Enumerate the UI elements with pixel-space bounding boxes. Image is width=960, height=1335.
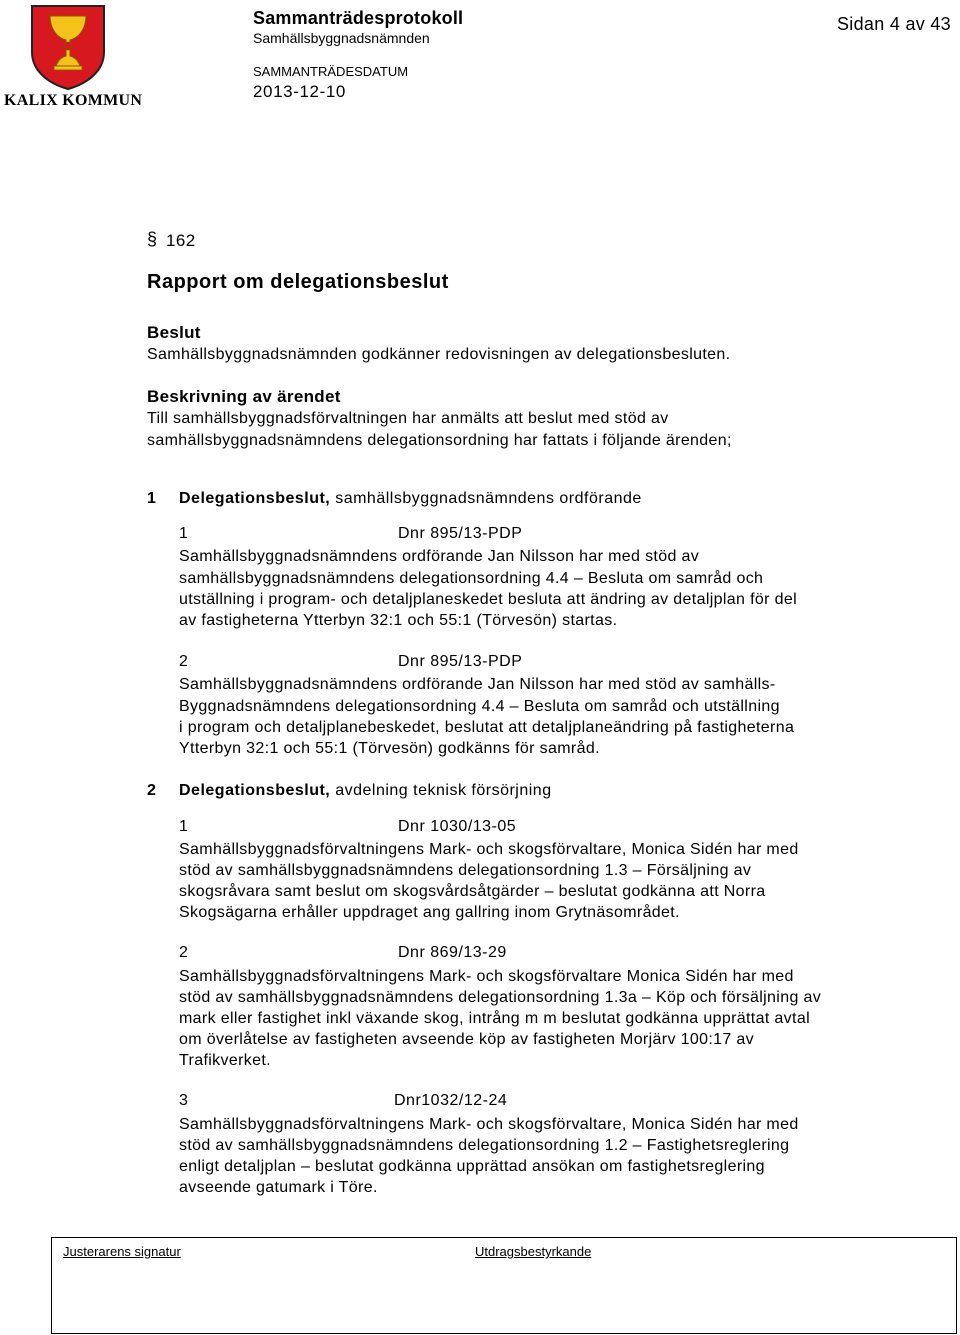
group-title: Delegationsbeslut, (179, 490, 331, 507)
beskrivning-line: Till samhällsbyggnadsförvaltningen har anmälts att beslut med stöd av (147, 410, 669, 427)
item-line: om överlåtelse av fastigheten avseende köp av fastigheten Morjärv 100:17 av (179, 1031, 755, 1048)
page-number: Sidan 4 av 43 (837, 14, 951, 34)
section-mark: § (147, 229, 158, 249)
group-heading (147, 490, 642, 508)
page-title: Rapport om delegationsbeslut (147, 271, 449, 293)
paragraph-number: 162 (166, 231, 196, 250)
item-line: skogsråvara samt beslut om skogsvårdsåtgärder – beslutat godkänna att Norra (179, 883, 766, 900)
dnr-label: Dnr 895/13-PDP (398, 653, 523, 670)
item-line: Samhällsbyggnadsförvaltningens Mark- och skogsförvaltare, Monica Sidén har med (179, 1116, 799, 1133)
date-label: SAMMANTRÄDESDATUM (253, 64, 409, 79)
group-title: Delegationsbeslut, (179, 782, 331, 799)
group-subtitle: avdelning teknisk försörjning (335, 782, 552, 799)
municipality-logo (30, 4, 106, 90)
item-line: avseende gatumark i Töre. (179, 1179, 378, 1196)
item-line: mark eller fastighet inkl växande skog, intrång m m beslutat godkänna upprättat avtal (179, 1010, 810, 1027)
dnr-label: Dnr 1030/13-05 (398, 818, 517, 835)
meeting-date: 2013-12-10 (253, 82, 346, 101)
item-line: av fastigheterna Ytterbyn 32:1 och 55:1 (Törvesön) startas. (179, 612, 618, 629)
item-line: Samhällsbyggnadsnämndens ordförande Jan Nilsson har med stöd av (179, 548, 700, 565)
item-line: samhällsbyggnadsnämndens delegationsordning 4.4 – Besluta om samråd och (179, 570, 764, 587)
item-number: 1 (179, 525, 189, 542)
committee-name: Samhällsbyggnadsnämnden (253, 30, 430, 46)
item-line: Samhällsbyggnadsförvaltningens Mark- och skogsförvaltare, Monica Sidén har med (179, 841, 799, 858)
item-line: stöd av samhällsbyggnadsnämndens delegationsordning 1.3 – Försäljning av (179, 862, 752, 879)
item-line: Samhällsbyggnadsnämndens ordförande Jan Nilsson har med stöd av samhälls- (179, 676, 776, 693)
group-number: 1 (147, 490, 157, 507)
item-number: 1 (179, 818, 189, 835)
item-line: utställning i program- och detaljplaneskedet besluta att ändring av detaljplan för del (179, 591, 798, 608)
item-line: Byggnadsnämndens delegationsordning 4.4 – Besluta om samråd och utställning (179, 698, 780, 715)
item-line: Samhällsbyggnadsförvaltningens Mark- och skogsförvaltare Monica Sidén har med (179, 968, 794, 985)
beslut-text: Samhällsbyggnadsnämnden godkänner redovisningen av delegationsbesluten. (147, 346, 731, 363)
group-heading (147, 782, 552, 800)
item-line: Trafikverket. (179, 1052, 271, 1069)
coat-of-arms-icon (30, 4, 106, 90)
logo-text: KALIX KOMMUN (4, 92, 143, 109)
group-subtitle: samhällsbyggnadsnämndens ordförande (335, 490, 642, 507)
item-number: 3 (179, 1092, 189, 1109)
reviewer-signature-label: Justerarens signatur (63, 1244, 181, 1259)
extract-certification-label: Utdragsbestyrkande (475, 1244, 592, 1259)
document-type: Sammanträdesprotokoll (253, 8, 464, 28)
item-line: Skogsägarna erhåller uppdraget ang gallring inom Grytnäsområdet. (179, 904, 680, 921)
beslut-heading: Beslut (147, 323, 201, 342)
item-line: stöd av samhällsbyggnadsnämndens delegationsordning 1.2 – Fastighetsreglering (179, 1137, 790, 1154)
item-line: stöd av samhällsbyggnadsnämndens delegationsordning 1.3a – Köp och försäljning av (179, 989, 822, 1006)
dnr-label: Dnr1032/12-24 (394, 1092, 508, 1109)
beskrivning-line: samhällsbyggnadsnämndens delegationsordning har fattats i följande ärenden; (147, 432, 732, 449)
item-line: i program och detaljplanebeskedet, beslutat att detaljplaneändring på fastigheterna (179, 719, 795, 736)
beskrivning-heading: Beskrivning av ärendet (147, 387, 341, 406)
item-number: 2 (179, 944, 189, 961)
dnr-label: Dnr 869/13-29 (398, 944, 507, 961)
item-line: enligt detaljplan – beslutat godkänna upprättad ansökan om fastighetsreglering (179, 1158, 765, 1175)
dnr-label: Dnr 895/13-PDP (398, 525, 523, 542)
group-number: 2 (147, 782, 157, 799)
item-number: 2 (179, 653, 189, 670)
item-line: Ytterbyn 32:1 och 55:1 (Törvesön) godkänns för samråd. (179, 740, 600, 757)
